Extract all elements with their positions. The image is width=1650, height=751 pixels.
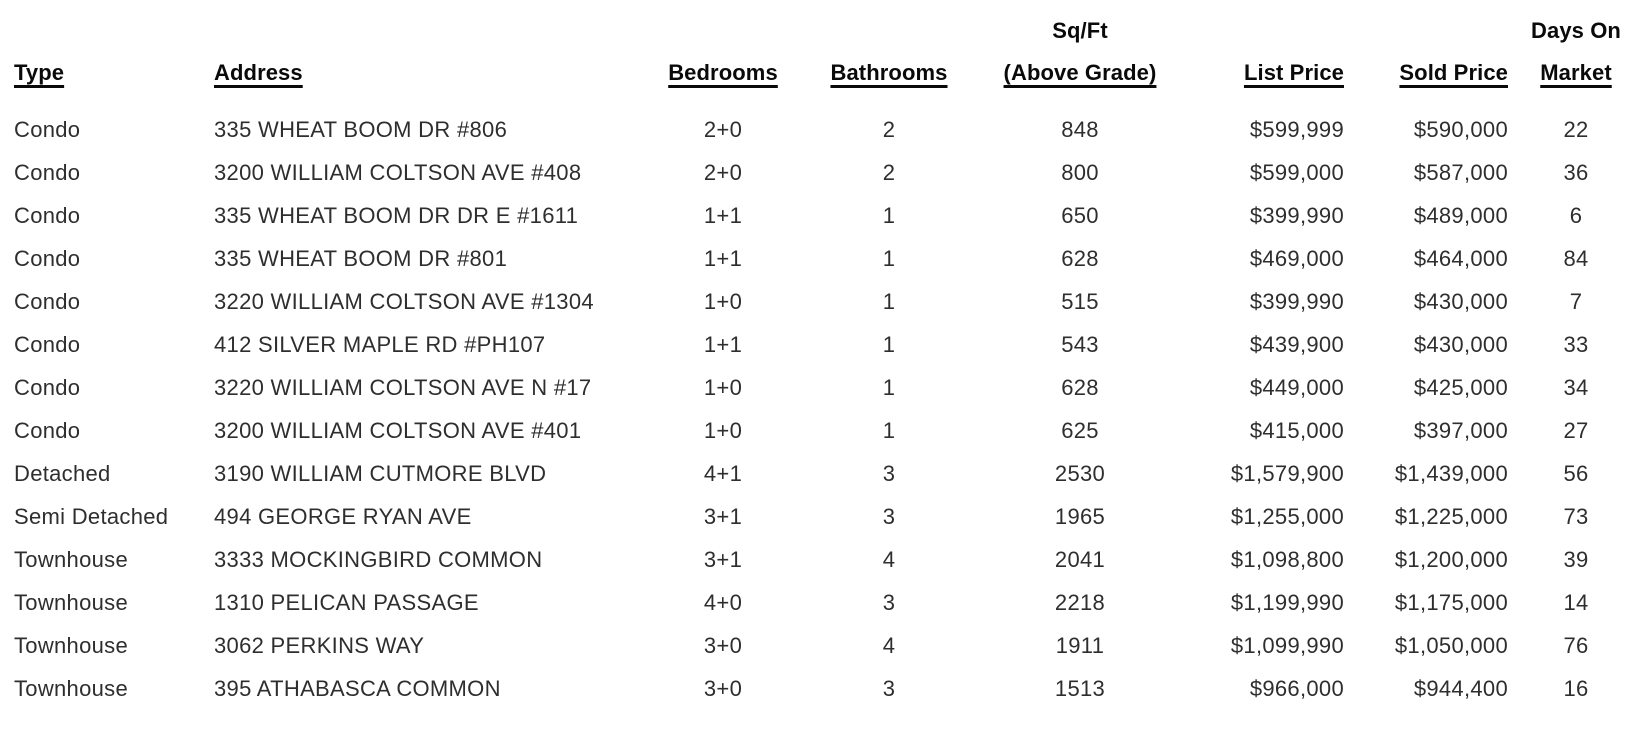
cell-bathrooms-value: 3 xyxy=(882,589,896,615)
cell-bedrooms xyxy=(648,495,798,538)
cell-type-value: Townhouse xyxy=(14,632,128,658)
address-clip-region xyxy=(214,117,648,143)
cell-days_on_market-value: 14 xyxy=(1563,589,1589,615)
cell-days_on_market xyxy=(1516,108,1650,151)
address-clip-region xyxy=(214,547,648,573)
cell-days_on_market-value: 84 xyxy=(1563,245,1589,271)
cell-bathrooms xyxy=(798,409,980,452)
cell-sold_price-value: $1,200,000 xyxy=(1394,546,1508,572)
cell-sold_price xyxy=(1352,366,1516,409)
cell-address-value: 3200 WILLIAM COLTSON AVE #401 xyxy=(214,417,582,443)
cell-sqft-value: 1965 xyxy=(1054,503,1106,529)
cell-sold_price-value: $464,000 xyxy=(1413,245,1508,271)
cell-sold_price xyxy=(1352,323,1516,366)
cell-bedrooms-value: 1+1 xyxy=(703,245,743,271)
cell-sqft-value: 543 xyxy=(1061,331,1099,357)
cell-bathrooms-value: 2 xyxy=(882,116,896,142)
cell-bedrooms xyxy=(648,151,798,194)
cell-sqft xyxy=(980,667,1180,710)
cell-sold_price-value: $430,000 xyxy=(1413,331,1508,357)
cell-bathrooms xyxy=(798,452,980,495)
cell-sqft xyxy=(980,194,1180,237)
cell-bathrooms-value: 4 xyxy=(882,546,896,572)
cell-sold_price xyxy=(1352,667,1516,710)
table-row xyxy=(0,581,1650,624)
cell-sqft-value: 628 xyxy=(1061,374,1099,400)
cell-bedrooms xyxy=(648,538,798,581)
cell-type-value: Condo xyxy=(14,245,81,271)
cell-list_price-value: $1,098,800 xyxy=(1230,546,1344,572)
address-clip-region xyxy=(214,246,648,272)
cell-sqft-value: 2041 xyxy=(1054,546,1106,572)
cell-bathrooms-value: 2 xyxy=(882,159,896,185)
cell-bathrooms-value: 1 xyxy=(882,202,896,228)
cell-address-value: 3062 PERKINS WAY xyxy=(214,632,425,658)
cell-list_price-value: $439,900 xyxy=(1249,331,1344,357)
cell-sqft xyxy=(980,280,1180,323)
header-days_on_market-line1: Days On xyxy=(1531,18,1621,43)
address-clip-region xyxy=(214,375,648,401)
cell-list_price-value: $599,999 xyxy=(1249,116,1344,142)
cell-address xyxy=(200,194,648,237)
cell-address-value: 3190 WILLIAM CUTMORE BLVD xyxy=(214,460,547,486)
cell-list_price-value: $399,990 xyxy=(1249,202,1344,228)
cell-sold_price-value: $1,225,000 xyxy=(1394,503,1508,529)
cell-bathrooms xyxy=(798,538,980,581)
cell-days_on_market xyxy=(1516,323,1650,366)
cell-bathrooms-value: 1 xyxy=(882,331,896,357)
cell-sold_price xyxy=(1352,409,1516,452)
cell-address xyxy=(200,667,648,710)
cell-sold_price-value: $944,400 xyxy=(1413,675,1508,701)
cell-bedrooms-value: 1+0 xyxy=(703,288,743,314)
cell-address-value: 3333 MOCKINGBIRD COMMON xyxy=(214,546,543,572)
cell-bedrooms xyxy=(648,194,798,237)
cell-days_on_market xyxy=(1516,366,1650,409)
cell-type-value: Condo xyxy=(14,202,81,228)
cell-bedrooms-value: 3+0 xyxy=(703,675,743,701)
table-body xyxy=(0,94,1650,710)
header-sqft-top-cell xyxy=(980,10,1180,52)
address-clip-region xyxy=(214,504,648,530)
cell-type-value: Townhouse xyxy=(14,546,128,572)
cell-sqft xyxy=(980,323,1180,366)
cell-bedrooms xyxy=(648,366,798,409)
cell-sqft xyxy=(980,409,1180,452)
cell-address-value: 335 WHEAT BOOM DR #801 xyxy=(214,245,508,271)
cell-list_price xyxy=(1180,538,1352,581)
cell-list_price-value: $1,255,000 xyxy=(1230,503,1344,529)
cell-bedrooms-value: 3+1 xyxy=(703,546,743,572)
cell-list_price xyxy=(1180,667,1352,710)
header-sold_price-cell xyxy=(1352,52,1516,94)
cell-sqft-value: 628 xyxy=(1061,245,1099,271)
cell-bathrooms xyxy=(798,151,980,194)
table-row xyxy=(0,194,1650,237)
cell-list_price xyxy=(1180,151,1352,194)
cell-bedrooms xyxy=(648,452,798,495)
header-days_on_market-top-cell xyxy=(1516,10,1650,52)
header-sold_price-label: Sold Price xyxy=(1399,60,1508,85)
cell-bedrooms-value: 1+0 xyxy=(703,417,743,443)
cell-sold_price xyxy=(1352,108,1516,151)
header-list_price-cell xyxy=(1180,52,1352,94)
address-clip-region xyxy=(214,461,648,487)
cell-type xyxy=(0,452,200,495)
cell-list_price-value: $1,199,990 xyxy=(1230,589,1344,615)
cell-days_on_market-value: 16 xyxy=(1563,675,1589,701)
cell-type xyxy=(0,538,200,581)
cell-days_on_market-value: 39 xyxy=(1563,546,1589,572)
cell-bathrooms xyxy=(798,237,980,280)
cell-list_price xyxy=(1180,323,1352,366)
cell-type xyxy=(0,323,200,366)
cell-bedrooms xyxy=(648,237,798,280)
cell-bathrooms xyxy=(798,624,980,667)
address-clip-region xyxy=(214,332,648,358)
cell-sold_price xyxy=(1352,280,1516,323)
cell-address-value: 3220 WILLIAM COLTSON AVE N #17 xyxy=(214,374,592,400)
header-list_price-top-cell xyxy=(1180,10,1352,52)
cell-address xyxy=(200,366,648,409)
cell-sqft-value: 2218 xyxy=(1054,589,1106,615)
cell-sold_price xyxy=(1352,452,1516,495)
header-days_on_market-cell xyxy=(1516,52,1650,94)
header-type-cell xyxy=(0,52,200,94)
cell-address xyxy=(200,495,648,538)
cell-sqft-value: 650 xyxy=(1061,202,1099,228)
cell-address xyxy=(200,323,648,366)
cell-sqft xyxy=(980,452,1180,495)
address-clip-region xyxy=(214,289,648,315)
table-row xyxy=(0,280,1650,323)
cell-sold_price-value: $1,050,000 xyxy=(1394,632,1508,658)
cell-type xyxy=(0,194,200,237)
cell-days_on_market xyxy=(1516,151,1650,194)
address-clip-region xyxy=(214,203,648,229)
header-address-top-cell xyxy=(200,10,648,52)
cell-type xyxy=(0,624,200,667)
cell-type-value: Condo xyxy=(14,331,81,357)
cell-bedrooms-value: 2+0 xyxy=(703,159,743,185)
cell-sold_price xyxy=(1352,237,1516,280)
header-sqft-line1: Sq/Ft xyxy=(1052,18,1108,43)
table-row xyxy=(0,237,1650,280)
header-row-top xyxy=(0,10,1650,52)
cell-address xyxy=(200,280,648,323)
cell-list_price xyxy=(1180,280,1352,323)
cell-days_on_market xyxy=(1516,495,1650,538)
header-address-label: Address xyxy=(214,60,303,85)
cell-address xyxy=(200,237,648,280)
cell-days_on_market xyxy=(1516,280,1650,323)
cell-sqft-value: 2530 xyxy=(1054,460,1106,486)
cell-days_on_market xyxy=(1516,237,1650,280)
cell-bathrooms-value: 1 xyxy=(882,374,896,400)
cell-bathrooms xyxy=(798,194,980,237)
cell-sold_price-value: $1,175,000 xyxy=(1394,589,1508,615)
cell-list_price xyxy=(1180,495,1352,538)
cell-bedrooms-value: 3+1 xyxy=(703,503,743,529)
cell-sold_price xyxy=(1352,194,1516,237)
table-row xyxy=(0,409,1650,452)
cell-sold_price-value: $590,000 xyxy=(1413,116,1508,142)
cell-days_on_market-value: 22 xyxy=(1563,116,1589,142)
cell-sold_price-value: $425,000 xyxy=(1413,374,1508,400)
cell-sold_price-value: $1,439,000 xyxy=(1394,460,1508,486)
header-row-main xyxy=(0,52,1650,94)
cell-bedrooms-value: 1+0 xyxy=(703,374,743,400)
cell-days_on_market-value: 73 xyxy=(1563,503,1589,529)
cell-list_price xyxy=(1180,366,1352,409)
cell-address-value: 3200 WILLIAM COLTSON AVE #408 xyxy=(214,159,582,185)
cell-list_price-value: $1,579,900 xyxy=(1230,460,1344,486)
table-row xyxy=(0,667,1650,710)
cell-address-value: 3220 WILLIAM COLTSON AVE #1304 xyxy=(214,288,594,314)
header-bedrooms-top-cell xyxy=(648,10,798,52)
table-row xyxy=(0,538,1650,581)
cell-address-value: 494 GEORGE RYAN AVE xyxy=(214,503,472,529)
cell-days_on_market xyxy=(1516,452,1650,495)
cell-bathrooms xyxy=(798,667,980,710)
cell-days_on_market-value: 27 xyxy=(1563,417,1589,443)
cell-bedrooms xyxy=(648,108,798,151)
header-days_on_market-label: Market xyxy=(1540,60,1612,85)
cell-bathrooms xyxy=(798,280,980,323)
cell-bedrooms-value: 4+0 xyxy=(703,589,743,615)
cell-bathrooms xyxy=(798,108,980,151)
table-row xyxy=(0,151,1650,194)
cell-sold_price xyxy=(1352,581,1516,624)
cell-sold_price-value: $587,000 xyxy=(1413,159,1508,185)
header-address-cell xyxy=(200,52,648,94)
cell-sold_price-value: $430,000 xyxy=(1413,288,1508,314)
cell-sqft xyxy=(980,538,1180,581)
cell-address xyxy=(200,409,648,452)
cell-address xyxy=(200,452,648,495)
cell-list_price xyxy=(1180,452,1352,495)
cell-sold_price xyxy=(1352,151,1516,194)
cell-list_price xyxy=(1180,624,1352,667)
cell-list_price xyxy=(1180,194,1352,237)
cell-type xyxy=(0,581,200,624)
cell-type xyxy=(0,409,200,452)
table-header xyxy=(0,10,1650,94)
cell-bathrooms xyxy=(798,323,980,366)
cell-days_on_market xyxy=(1516,538,1650,581)
header-type-top-cell xyxy=(0,10,200,52)
cell-type-value: Detached xyxy=(14,460,111,486)
cell-bedrooms xyxy=(648,280,798,323)
cell-days_on_market xyxy=(1516,581,1650,624)
cell-type xyxy=(0,495,200,538)
address-clip-region xyxy=(214,633,648,659)
cell-list_price-value: $399,990 xyxy=(1249,288,1344,314)
header-bathrooms-label: Bathrooms xyxy=(830,60,948,85)
header-bedrooms-cell xyxy=(648,52,798,94)
cell-bedrooms-value: 3+0 xyxy=(703,632,743,658)
cell-list_price-value: $449,000 xyxy=(1249,374,1344,400)
cell-list_price xyxy=(1180,409,1352,452)
cell-bathrooms xyxy=(798,495,980,538)
cell-list_price-value: $966,000 xyxy=(1249,675,1344,701)
cell-days_on_market-value: 34 xyxy=(1563,374,1589,400)
address-clip-region xyxy=(214,676,648,702)
cell-bedrooms-value: 1+1 xyxy=(703,202,743,228)
address-clip-region xyxy=(214,418,648,444)
cell-list_price xyxy=(1180,581,1352,624)
header-sold_price-top-cell xyxy=(1352,10,1516,52)
cell-type-value: Condo xyxy=(14,159,81,185)
cell-sqft xyxy=(980,581,1180,624)
cell-address xyxy=(200,108,648,151)
header-bathrooms-top-cell xyxy=(798,10,980,52)
cell-address-value: 395 ATHABASCA COMMON xyxy=(214,675,501,701)
cell-type-value: Townhouse xyxy=(14,675,128,701)
cell-type-value: Condo xyxy=(14,288,81,314)
cell-days_on_market xyxy=(1516,667,1650,710)
cell-address xyxy=(200,151,648,194)
cell-list_price-value: $599,000 xyxy=(1249,159,1344,185)
cell-days_on_market-value: 6 xyxy=(1569,202,1583,228)
cell-type-value: Townhouse xyxy=(14,589,128,615)
cell-bathrooms xyxy=(798,366,980,409)
cell-type xyxy=(0,151,200,194)
table-row xyxy=(0,366,1650,409)
cell-bedrooms-value: 1+1 xyxy=(703,331,743,357)
cell-type-value: Condo xyxy=(14,374,81,400)
cell-bathrooms-value: 1 xyxy=(882,245,896,271)
cell-days_on_market xyxy=(1516,624,1650,667)
cell-bathrooms-value: 3 xyxy=(882,675,896,701)
cell-type-value: Condo xyxy=(14,417,81,443)
cell-sqft xyxy=(980,366,1180,409)
table-row xyxy=(0,624,1650,667)
cell-sqft xyxy=(980,108,1180,151)
cell-sqft-value: 1911 xyxy=(1055,632,1105,658)
cell-days_on_market-value: 7 xyxy=(1569,288,1583,314)
cell-sold_price-value: $397,000 xyxy=(1413,417,1508,443)
cell-sold_price xyxy=(1352,495,1516,538)
cell-bedrooms xyxy=(648,409,798,452)
header-type-label: Type xyxy=(14,60,65,85)
cell-list_price-value: $415,000 xyxy=(1249,417,1344,443)
cell-type-value: Semi Detached xyxy=(14,503,169,529)
header-sqft-label: (Above Grade) xyxy=(1003,60,1157,85)
cell-sqft xyxy=(980,151,1180,194)
cell-days_on_market-value: 36 xyxy=(1563,159,1589,185)
table-row xyxy=(0,108,1650,151)
cell-bathrooms-value: 1 xyxy=(882,288,896,314)
address-clip-region xyxy=(214,590,648,616)
cell-address xyxy=(200,581,648,624)
cell-bathrooms xyxy=(798,581,980,624)
cell-days_on_market-value: 33 xyxy=(1563,331,1589,357)
listings-table xyxy=(0,10,1650,710)
cell-address-value: 335 WHEAT BOOM DR DR E #1611 xyxy=(214,202,579,228)
cell-sold_price xyxy=(1352,538,1516,581)
cell-days_on_market xyxy=(1516,194,1650,237)
cell-list_price xyxy=(1180,237,1352,280)
header-bathrooms-cell xyxy=(798,52,980,94)
cell-sqft-value: 625 xyxy=(1061,417,1099,443)
cell-bedrooms-value: 2+0 xyxy=(703,116,743,142)
cell-sqft-value: 800 xyxy=(1061,159,1099,185)
cell-type xyxy=(0,667,200,710)
cell-bedrooms xyxy=(648,581,798,624)
cell-address-value: 412 SILVER MAPLE RD #PH107 xyxy=(214,331,546,357)
cell-type xyxy=(0,108,200,151)
cell-bedrooms-value: 4+1 xyxy=(703,460,743,486)
table-row xyxy=(0,323,1650,366)
cell-list_price-value: $1,099,990 xyxy=(1230,632,1344,658)
cell-bathrooms-value: 3 xyxy=(882,460,896,486)
cell-bathrooms-value: 1 xyxy=(882,417,896,443)
cell-address-value: 335 WHEAT BOOM DR #806 xyxy=(214,116,508,142)
table-row xyxy=(0,452,1650,495)
cell-days_on_market-value: 56 xyxy=(1563,460,1589,486)
cell-bedrooms xyxy=(648,624,798,667)
header-body-gap xyxy=(0,94,1650,108)
cell-type xyxy=(0,237,200,280)
cell-bedrooms xyxy=(648,323,798,366)
header-bedrooms-label: Bedrooms xyxy=(668,60,778,85)
cell-address xyxy=(200,624,648,667)
cell-list_price xyxy=(1180,108,1352,151)
cell-bathrooms-value: 3 xyxy=(882,503,896,529)
cell-sqft xyxy=(980,624,1180,667)
header-list_price-label: List Price xyxy=(1243,60,1344,85)
cell-days_on_market xyxy=(1516,409,1650,452)
cell-sqft-value: 515 xyxy=(1061,288,1099,314)
cell-list_price-value: $469,000 xyxy=(1249,245,1344,271)
cell-sqft xyxy=(980,237,1180,280)
cell-bathrooms-value: 4 xyxy=(882,632,896,658)
header-sqft-cell xyxy=(980,52,1180,94)
cell-type-value: Condo xyxy=(14,116,81,142)
cell-sqft-value: 1513 xyxy=(1054,675,1106,701)
cell-address xyxy=(200,538,648,581)
address-clip-region xyxy=(214,160,648,186)
cell-sqft-value: 848 xyxy=(1061,116,1099,142)
table-row xyxy=(0,495,1650,538)
cell-sold_price-value: $489,000 xyxy=(1413,202,1508,228)
cell-days_on_market-value: 76 xyxy=(1563,632,1589,658)
cell-bedrooms xyxy=(648,667,798,710)
cell-sold_price xyxy=(1352,624,1516,667)
cell-type xyxy=(0,366,200,409)
cell-sqft xyxy=(980,495,1180,538)
cell-type xyxy=(0,280,200,323)
cell-address-value: 1310 PELICAN PASSAGE xyxy=(214,589,479,615)
